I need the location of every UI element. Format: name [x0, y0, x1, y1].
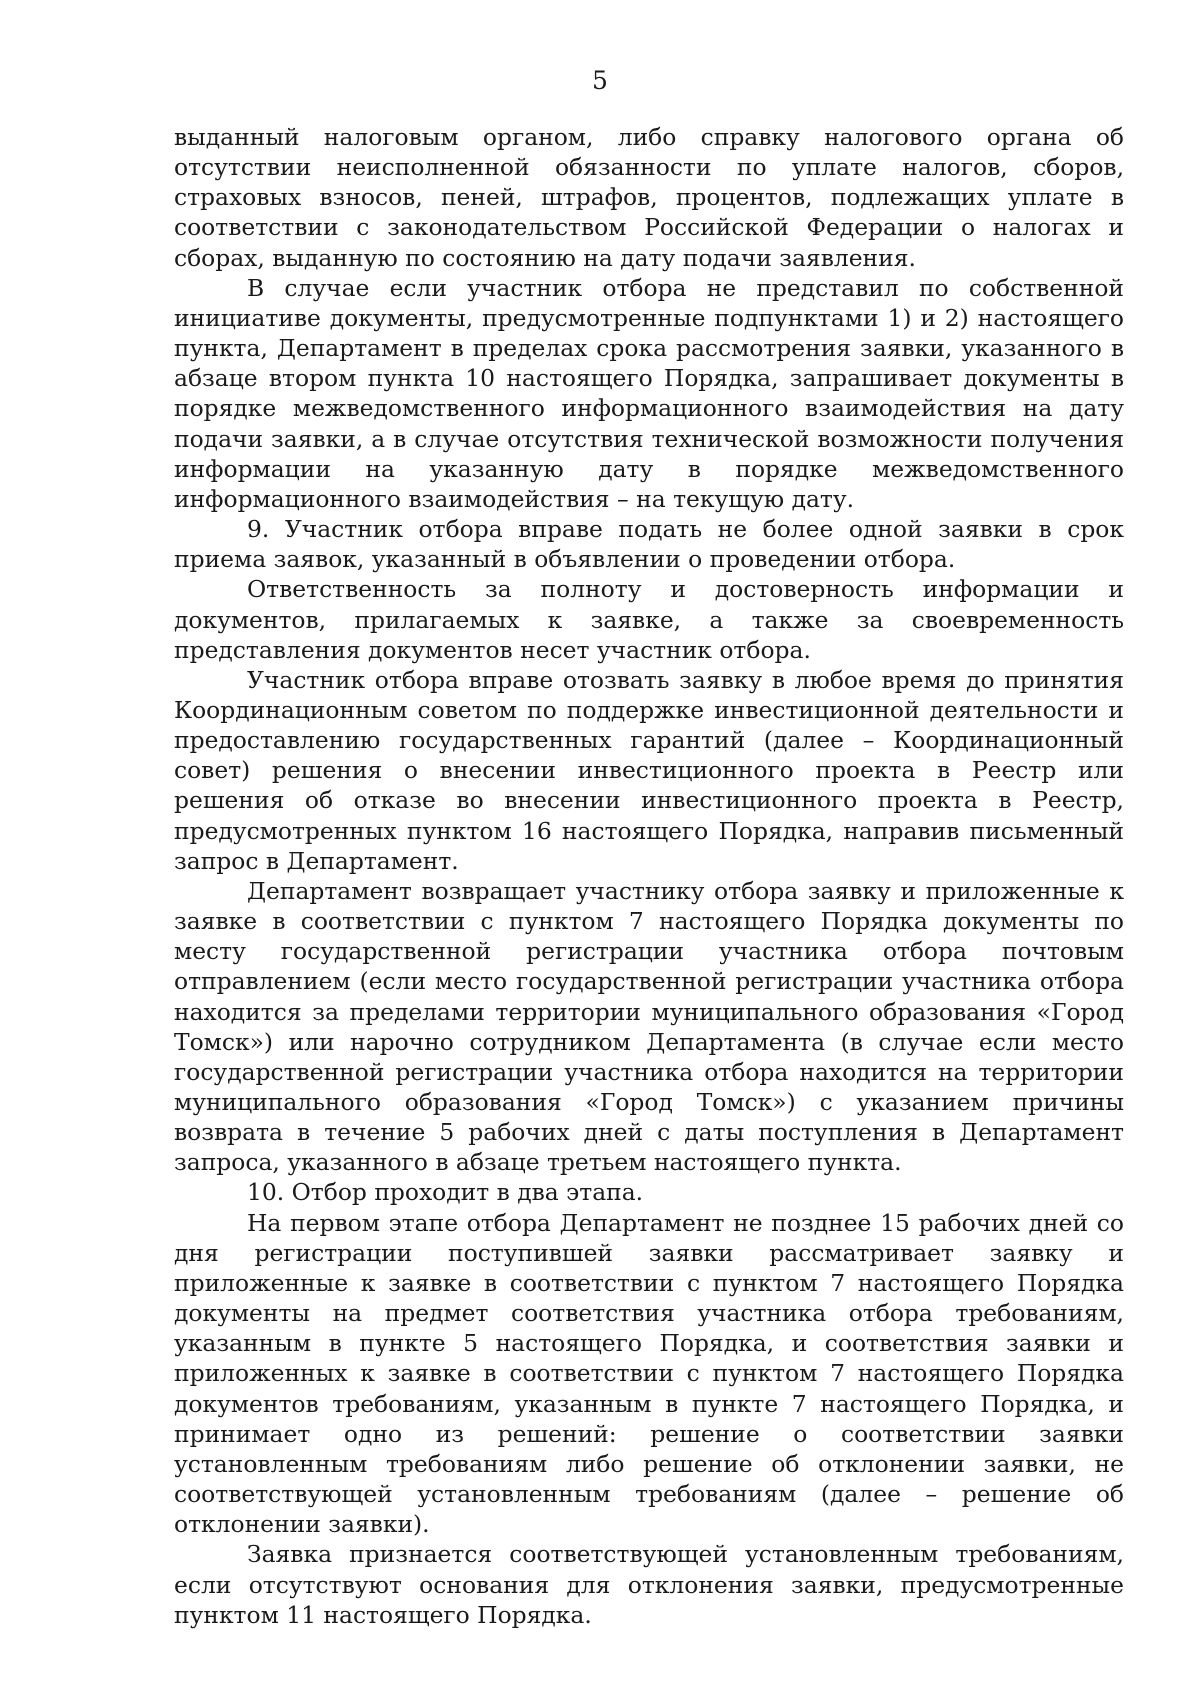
paragraph-continuation: выданный налоговым органом, либо справку налогового органа об отсутствии неисполненной обязанности по уплате налогов, сборов, страховых взносов, пеней, штрафов, процентов, подлежащих уплате в соответствии с законодательством Российской Федерации о налогах и сборах, выданную по состоянию на дату подачи заявления.: [174, 123, 1124, 272]
document-body: [174, 122, 1124, 1630]
paragraph-first-stage: На первом этапе отбора Департамент не позднее 15 рабочих дней со дня регистрации поступившей заявки рассматривает заявку и приложенные к заявке в соответствии с пунктом 7 настоящего Порядка документы на предмет соответствия участника отбора требованиям, указанным в пункте 5 настоящего Порядка, и соответствия заявки и приложенных к заявке в соответствии с пунктом 7 настоящего Порядка документов требованиям, указанным в пункте 7 настоящего Порядка, и принимает одно из решений: решение о соответствии заявки установленным требованиям либо решение об отклонении заявки, не соответствующей установленным требованиям (далее – решение об отклонении заявки).: [174, 1208, 1124, 1539]
paragraph-item-9: 9. Участник отбора вправе подать не более одной заявки в срок приема заявок, указанный в объявлении о проведении отбора.: [174, 515, 1124, 574]
paragraph-withdrawal: Участник отбора вправе отозвать заявку в любое время до принятия Координационным советом по поддержке инвестиционной деятельности и предоставлению государственных гарантий (далее – Координационный совет) решения о внесении инвестиционного проекта в Реестр или решения об отказе во внесении инвестиционного проекта в Реестр, предусмотренных пунктом 16 настоящего Порядка, направив письменный запрос в Департамент.: [174, 665, 1124, 875]
paragraph-return: Департамент возвращает участнику отбора заявку и приложенные к заявке в соответствии с пунктом 7 настоящего Порядка документы по месту государственной регистрации участника отбора почтовым отправлением (если место государственной регистрации участника отбора находится за пределами территории муниципального образования «Город Томск») или нарочно сотрудником Департамента (в случае если место государственной регистрации участника отбора находится на территории муниципального образования «Город Томск») с указанием причины возврата в течение 5 рабочих дней с даты поступления в Департамент запроса, указанного в абзаце третьем настоящего пункта.: [174, 876, 1124, 1177]
page-number: 5: [592, 66, 608, 95]
paragraph-item-10: 10. Отбор проходит в два этапа.: [247, 1178, 644, 1207]
paragraph-compliance: Заявка признается соответствующей установленным требованиям, если отсутствуют основания для отклонения заявки, предусмотренные пунктом 11 настоящего Порядка.: [174, 1540, 1124, 1629]
paragraph-interagency-request: В случае если участник отбора не представил по собственной инициативе документы, предусмотренные подпунктами 1) и 2) настоящего пункта, Департамент в пределах срока рассмотрения заявки, указанного в абзаце втором пункта 10 настоящего Порядка, запрашивает документы в порядке межведомственного информационного взаимодействия на дату подачи заявки, а в случае отсутствия технической возможности получения информации на указанную дату в порядке межведомственного информационного взаимодействия – на текущую дату.: [174, 273, 1124, 513]
paragraph-responsibility: Ответственность за полноту и достоверность информации и документов, прилагаемых к заявке, а также за своевременность представления документов несет участник отбора.: [174, 575, 1124, 664]
